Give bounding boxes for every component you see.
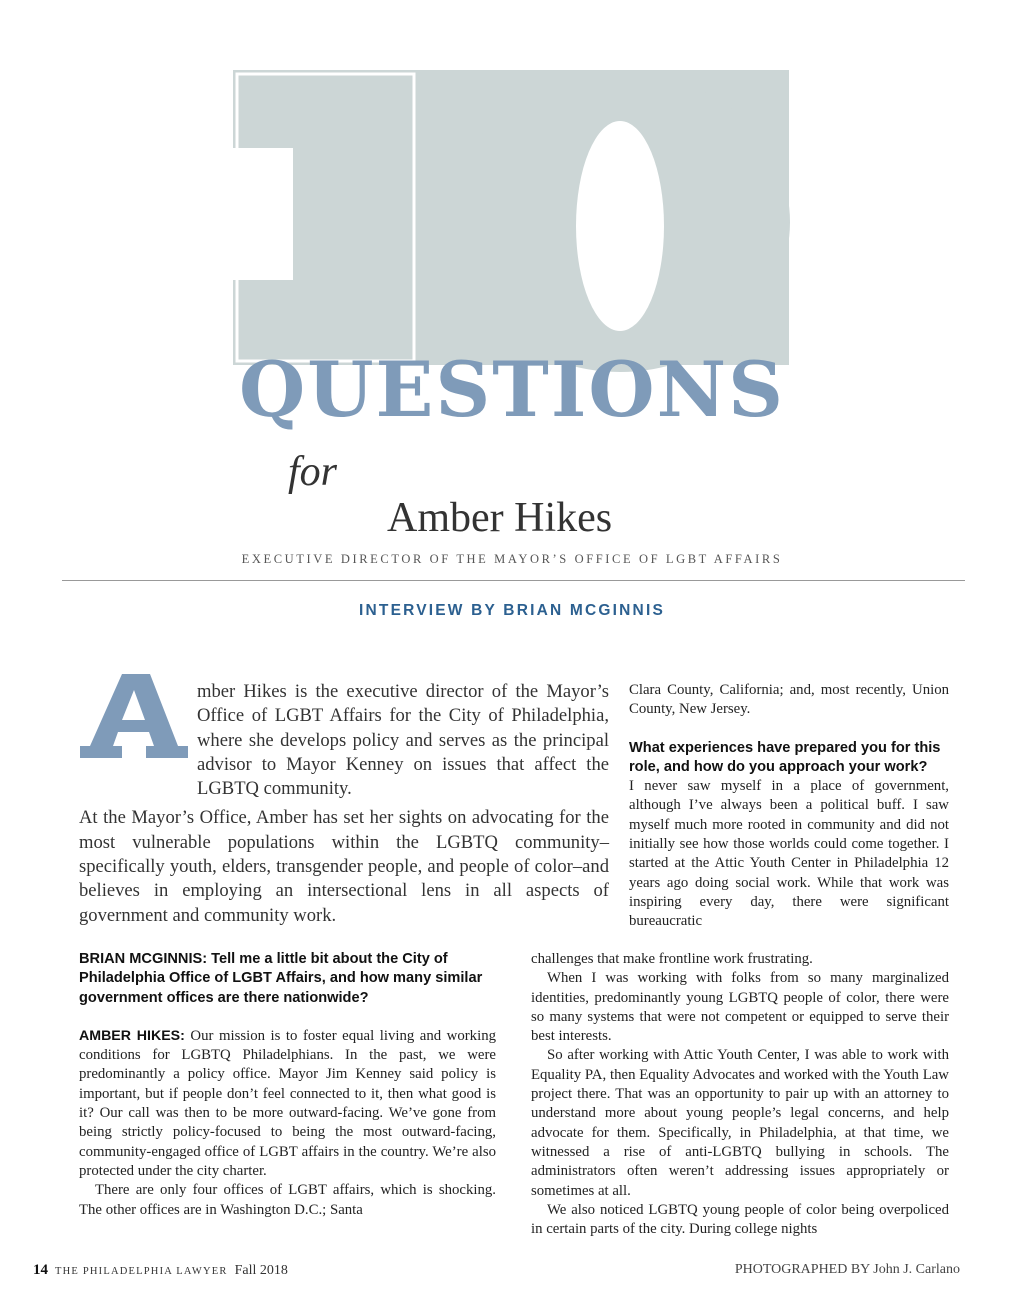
questions-heading: QUESTIONS [239, 345, 785, 434]
intro-paragraph-2: At the Mayor’s Office, Amber has set her sights on advocating for the most vulnerable populations within the LGBTQ community–specifically youth, elders, transgender people, and people of color–and believes in employing an intersectional lens in all aspects of government and community work. [79, 807, 609, 926]
for-label: for [288, 449, 338, 495]
divider-rule [62, 580, 965, 581]
answer-1-end: Clara County, California; and, most recently, Union County, New Jersey. [629, 682, 949, 718]
answer-2-paragraph-4: We also noticed LGBTQ young people of color being overpoliced in certain parts of the city. During college nights [531, 1201, 949, 1238]
photo-credit: PHOTOGRAPHED BY John J. Carlano [734, 1262, 960, 1277]
answer-1-continued: There are only four offices of LGBT affairs, which is shocking. The other offices are in Washington D.C.; Santa [79, 1182, 496, 1218]
big-numeral-10 [0, 0, 1024, 400]
intro-block [79, 680, 609, 928]
interviewee-title: EXECUTIVE DIRECTOR OF THE MAYOR’S OFFICE OF LGBT AFFAIRS [241, 552, 783, 566]
interviewee-name: Amber Hikes [387, 495, 613, 541]
answer-2-paragraph-2: When I was working with folks from so many marginalized identities, predominantly young LGBTQ people of color, there were so many systems that were not competent or equipped to serve their best interests. [531, 970, 949, 1045]
answer-1: Our mission is to foster equal living and working conditions for LGBTQ Philadelphians. In the past, we were predominantly a policy office. Mayor Jim Kenney said policy is important, but if people don’t feel connected to it, then what good is it? Our call was then to be more outward-facing. We’ve gone from being strictly policy-focused to being the most outward-facing, community-engaged office of LGBT affairs in the country. We’re also protected under the city charter. [79, 1027, 496, 1179]
answer-2-paragraph-3: So after working with Attic Youth Center, I was able to work with Equality PA, then Equality Advocates and worked with the Youth Law project there. That was an opportunity to pair up with an attorney to understand more about young people’s legal concerns, and help advocate for them. Specifically, in Philadelphia, at that time, we witnessed a rise of anti-LGBTQ bullying in schools. The administrators often weren’t addressing issues appropriately or sometimes at all. [531, 1047, 949, 1199]
right-column-lower [531, 950, 949, 1239]
answer-2: I never saw myself in a place of government, although I’ve always been a political buff. I saw myself much more rooted in community and did not initially see how those worlds could come together. I started at the Attic Youth Center in Philadelphia 12 years ago doing social work. While that work was inspiring every day, there were significant bureaucratic [629, 778, 949, 930]
left-column [79, 950, 496, 1220]
question-2: What experiences have prepared you for this role, and how do you approach your work? [629, 739, 941, 775]
answer-2-continued: challenges that make frontline work frustrating. [531, 951, 813, 967]
question-1: Tell me a little bit about the City of Philadelphia Office of LGBT Affairs, and how many similar government offices are there nationwide? [79, 951, 483, 1006]
publication-name: THE PHILADELPHIA LAWYER [55, 1266, 228, 1277]
interview-byline: INTERVIEW BY BRIAN MCGINNIS [359, 602, 665, 619]
interviewer-label: BRIAN MCGINNIS: [79, 951, 208, 967]
page-number: 14 [33, 1262, 48, 1278]
intro-paragraph-1: mber Hikes is the executive director of the Mayor’s Office of LGBT Affairs for the City of Philadelphia, where she develops policy and serves as the principal advisor to Mayor Kenney on issues that affect the LGBTQ community. [197, 681, 609, 800]
issue-date: Fall 2018 [234, 1263, 288, 1278]
footer-left [33, 1262, 288, 1279]
right-column [629, 681, 949, 932]
interviewee-label: AMBER HIKES: [79, 1027, 185, 1044]
